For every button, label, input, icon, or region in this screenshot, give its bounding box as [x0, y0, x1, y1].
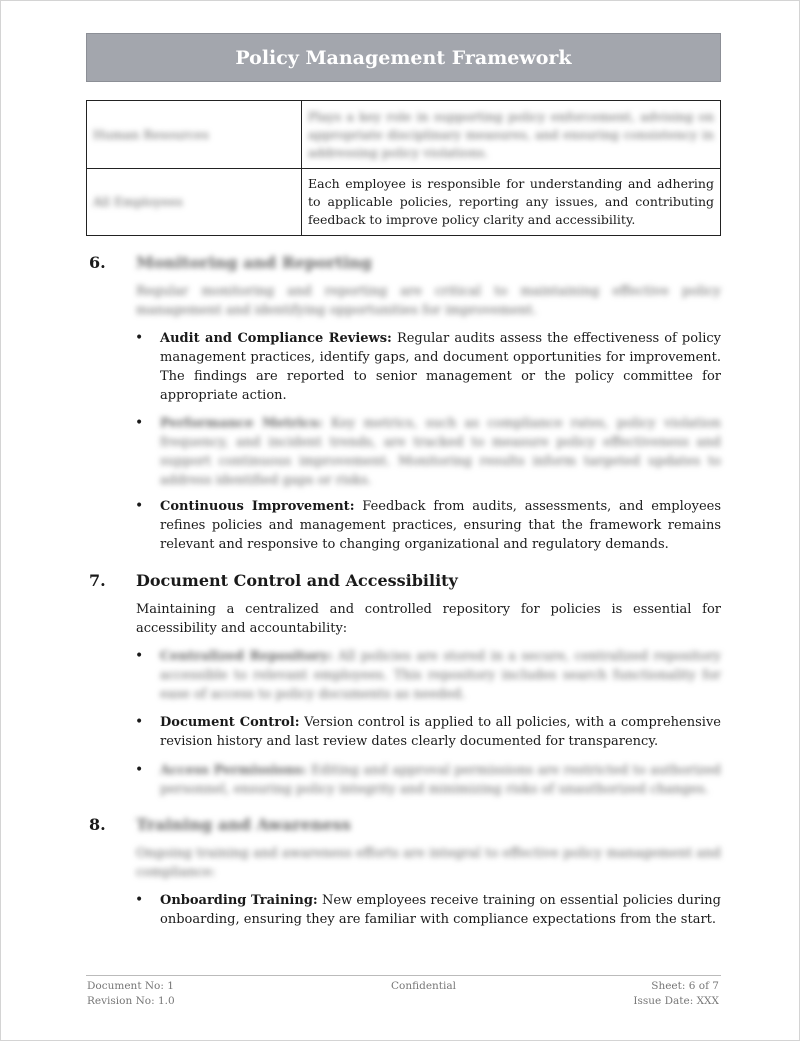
list-item — [160, 761, 721, 799]
bullet-icon: • — [135, 415, 144, 431]
list-item-label: Onboarding Training: — [160, 893, 318, 908]
table-row — [87, 101, 721, 169]
footer-sheet: Sheet: 6 of 7 — [651, 980, 719, 992]
table-cell-role: Human Resources — [87, 101, 302, 169]
footer-divider — [86, 975, 721, 976]
footer-revision-no: Revision No: 1.0 — [87, 995, 175, 1007]
list-item-text: Key metrics, such as compliance rates, policy violation frequency, and incident trends, are tracked to measure policy effectiveness and support continuous improvement. Monitoring results inform targeted updates to address identified gaps or risks. — [160, 416, 721, 488]
list-item-text: New employees receive training on essential policies during onboarding, ensuring they are familiar with compliance expectations from the start. — [160, 893, 721, 927]
section-number: 8. — [89, 815, 106, 834]
section-title: Training and Awareness — [136, 815, 351, 834]
list-item — [160, 647, 721, 704]
table-row — [87, 169, 721, 236]
list-item-label: Access Permissions: — [160, 763, 307, 778]
bullet-icon: • — [135, 330, 144, 346]
footer-issue-date: Issue Date: XXX — [633, 995, 719, 1007]
list-item-text: All policies are stored in a secure, centralized repository accessible to relevant employees. This repository includes search functionality for ease of access to policy documents as needed. — [160, 649, 721, 702]
list-item — [160, 414, 721, 490]
section-title: Document Control and Accessibility — [136, 571, 458, 590]
list-item-text: Version control is applied to all policies, with a comprehensive revision history and last review dates clearly documented for transparency. — [160, 715, 721, 749]
list-item — [160, 497, 721, 554]
footer-document-no: Document No: 1 — [87, 980, 174, 992]
section-number: 6. — [89, 253, 106, 272]
table-cell-description: Each employee is responsible for understanding and adhering to applicable policies, reporting any issues, and contributing feedback to improve policy clarity and accessibility. — [302, 169, 721, 236]
list-item-text: Editing and approval permissions are restricted to authorized personnel, ensuring policy integrity and minimizing risks of unauthorized changes. — [160, 763, 721, 797]
section-intro: Regular monitoring and reporting are critical to maintaining effective policy management and identifying opportunities for improvement. — [136, 284, 721, 318]
section-intro: Ongoing training and awareness efforts are integral to effective policy management and compliance: — [136, 846, 721, 880]
bullet-icon: • — [135, 892, 144, 908]
page-header — [86, 33, 721, 82]
responsibility-table — [86, 100, 721, 236]
bullet-icon: • — [135, 648, 144, 664]
page-title: Policy Management Framework — [235, 46, 572, 69]
section-intro: Maintaining a centralized and controlled repository for policies is essential for accessibility and accountability: — [136, 602, 721, 636]
list-item-label: Document Control: — [160, 715, 300, 730]
list-item-text: Feedback from audits, assessments, and employees refines policies and management practices, ensuring that the framework remains relevant and responsive to changing organizational and regulatory demands. — [160, 499, 721, 552]
bullet-icon: • — [135, 498, 144, 514]
list-item-label: Audit and Compliance Reviews: — [160, 331, 392, 346]
list-item-label: Centralized Repository: — [160, 649, 333, 664]
bullet-icon: • — [135, 714, 144, 730]
table-cell-role: All Employees — [87, 169, 302, 236]
section-title: Monitoring and Reporting — [136, 253, 372, 272]
list-item — [160, 329, 721, 405]
list-item-label: Continuous Improvement: — [160, 499, 355, 514]
list-item-label: Performance Metrics: — [160, 416, 323, 431]
footer-confidential: Confidential — [390, 980, 456, 992]
list-item — [160, 891, 721, 929]
table-cell-description: Plays a key role in supporting policy enforcement, advising on appropriate disciplinary measures, and ensuring consistency in addressing policy violations. — [302, 101, 721, 169]
section-number: 7. — [89, 571, 106, 590]
list-item-text: Regular audits assess the effectiveness of policy management practices, identify gaps, and document opportunities for improvement. The findings are reported to senior management or the policy committee for appropriate action. — [160, 331, 722, 403]
bullet-icon: • — [135, 762, 144, 778]
list-item — [160, 713, 721, 751]
